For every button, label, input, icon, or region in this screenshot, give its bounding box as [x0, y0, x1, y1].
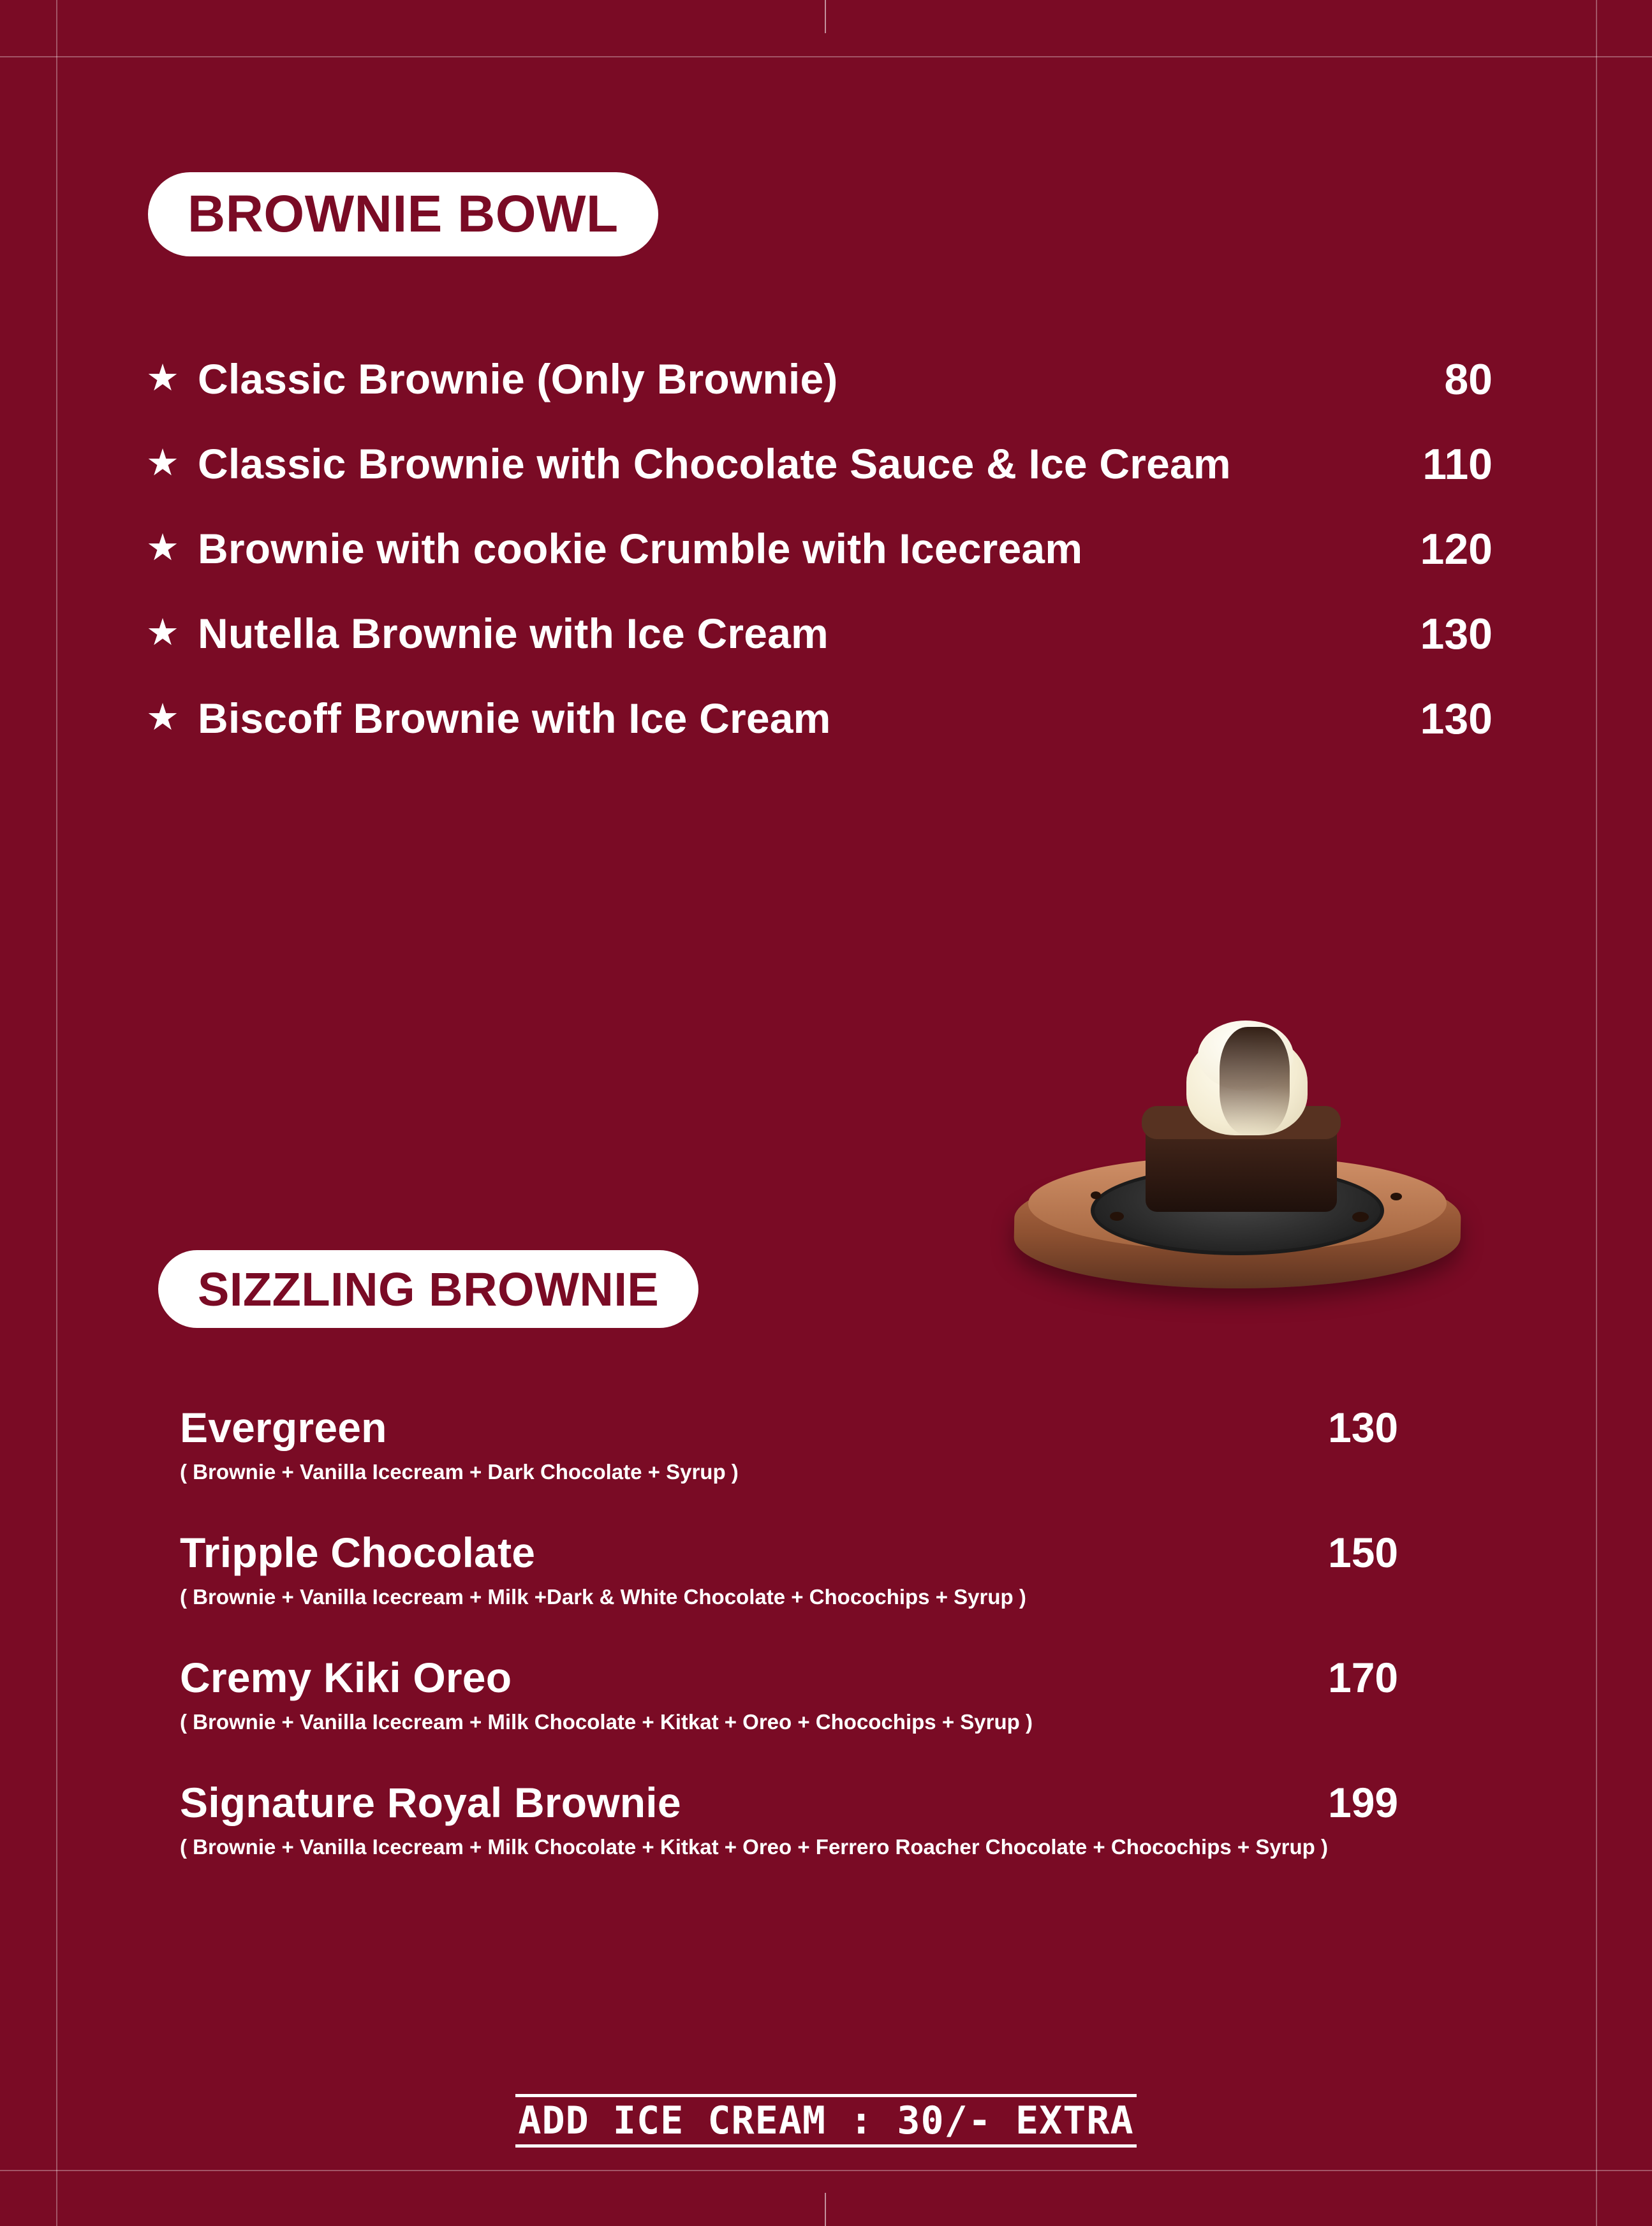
star-icon: ★ — [146, 527, 179, 569]
item-name: Brownie with cookie Crumble with Icecream — [198, 525, 1083, 573]
item-price: 130 — [1328, 1404, 1399, 1451]
item-name: Tripple Chocolate — [180, 1528, 536, 1576]
sizzling-brownie-list — [180, 1403, 1494, 1903]
item-name: Signature Royal Brownie — [180, 1778, 681, 1826]
list-item — [128, 352, 1512, 408]
item-name: Classic Brownie (Only Brownie) — [198, 355, 838, 402]
list-item — [128, 522, 1512, 577]
list-item — [128, 437, 1512, 492]
crumb-icon — [1110, 1212, 1124, 1221]
list-item — [128, 691, 1512, 747]
list-item — [180, 1778, 1494, 1862]
chocolate-syrup — [1220, 1027, 1290, 1135]
brownie-photo — [995, 1021, 1480, 1339]
item-name: Classic Brownie with Chocolate Sauce & Ice Cream — [198, 440, 1231, 488]
section-title-brownie-bowl — [148, 172, 658, 256]
item-name: Biscoff Brownie with Ice Cream — [198, 695, 831, 742]
crop-guide-top — [0, 56, 1652, 57]
item-price: 110 — [1422, 440, 1493, 489]
brownie-bowl-list — [128, 352, 1512, 776]
list-item — [180, 1653, 1494, 1737]
crop-guide-bottom — [0, 2170, 1652, 2171]
list-item — [180, 1403, 1494, 1487]
item-price: 199 — [1328, 1778, 1399, 1826]
item-price: 170 — [1328, 1653, 1399, 1701]
section-title-sizzling-brownie-label: SIZZLING BROWNIE — [198, 1262, 660, 1316]
crumb-icon — [1091, 1191, 1101, 1199]
list-item — [180, 1528, 1494, 1612]
item-price: 130 — [1420, 695, 1493, 744]
star-icon: ★ — [146, 697, 179, 739]
footer-note-label: ADD ICE CREAM : 30/- EXTRA — [515, 2094, 1136, 2148]
item-name: Nutella Brownie with Ice Cream — [198, 610, 829, 658]
item-price: 130 — [1420, 610, 1493, 659]
crumb-icon — [1352, 1212, 1369, 1222]
list-item — [128, 607, 1512, 662]
crop-mark-bottom-center — [825, 2193, 826, 2226]
crop-mark-top-center — [825, 0, 826, 33]
section-title-brownie-bowl-label: BROWNIE BOWL — [188, 185, 619, 243]
item-description: ( Brownie + Vanilla Icecream + Dark Chocolate + Syrup ) — [180, 1460, 739, 1484]
crop-guide-left — [56, 0, 57, 2226]
item-description: ( Brownie + Vanilla Icecream + Milk Chocolate + Kitkat + Oreo + Ferrero Roacher Chocolate + Chocochips + Syrup ) — [180, 1834, 1328, 1859]
crop-guide-right — [1596, 0, 1597, 2226]
footer-note — [0, 2098, 1652, 2143]
section-title-sizzling-brownie — [158, 1250, 698, 1328]
item-description: ( Brownie + Vanilla Icecream + Milk Chocolate + Kitkat + Oreo + Chocochips + Syrup ) — [180, 1709, 1033, 1734]
star-icon: ★ — [146, 357, 179, 399]
star-icon: ★ — [146, 442, 179, 484]
item-description: ( Brownie + Vanilla Icecream + Milk +Dark & White Chocolate + Chocochips + Syrup ) — [180, 1584, 1026, 1609]
item-price: 150 — [1328, 1528, 1399, 1576]
item-price: 120 — [1420, 525, 1493, 574]
crumb-icon — [1390, 1193, 1402, 1200]
item-name: Evergreen — [180, 1404, 387, 1451]
item-price: 80 — [1444, 355, 1493, 404]
star-icon: ★ — [146, 612, 179, 654]
item-name: Cremy Kiki Oreo — [180, 1653, 512, 1701]
